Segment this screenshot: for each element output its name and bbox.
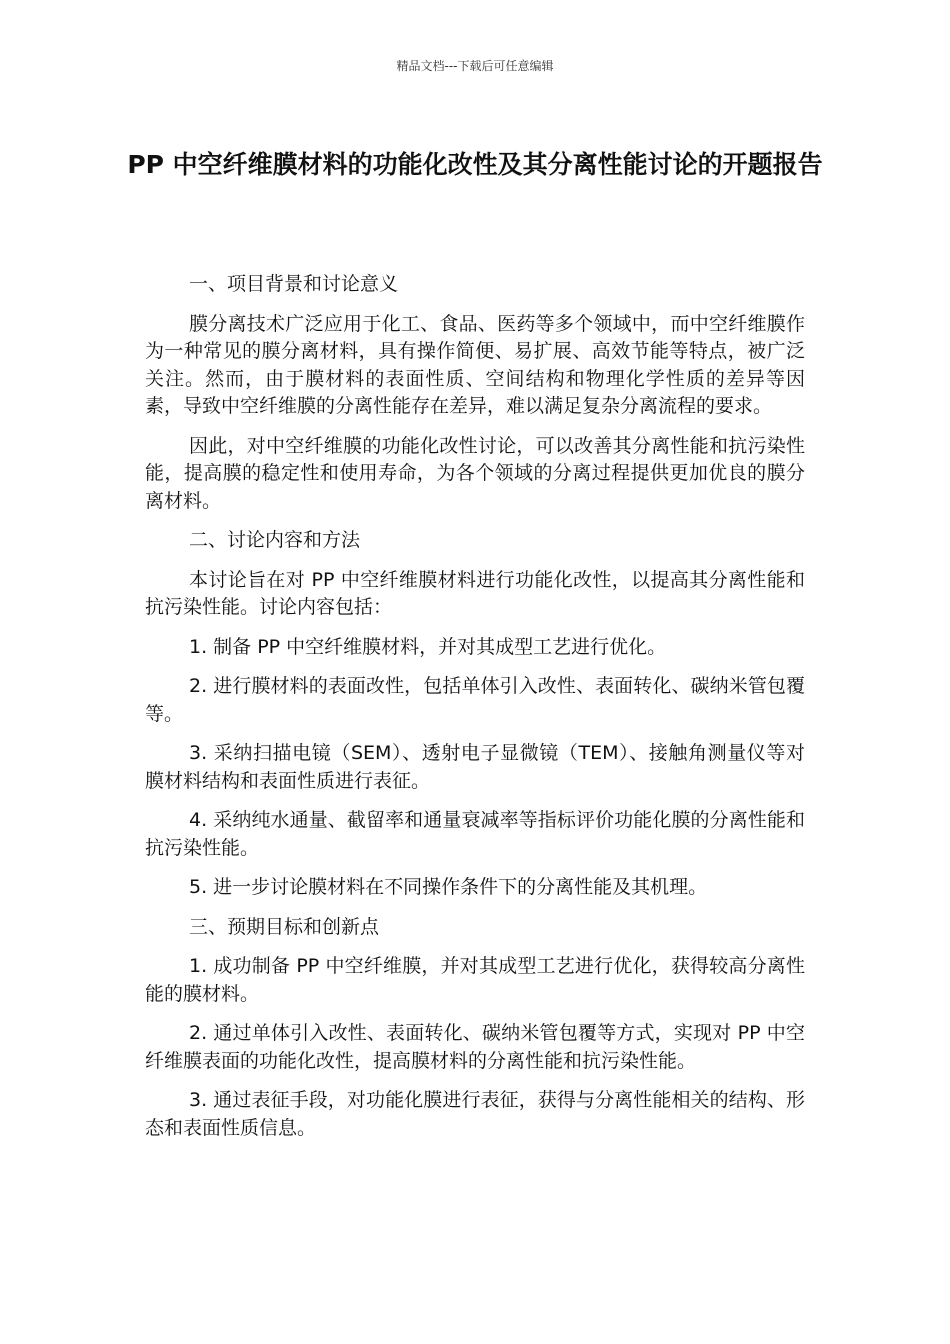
paragraph-methods-intro: 本讨论旨在对 PP 中空纤维膜材料进行功能化改性，以提高其分离性能和抗污染性能。讨论内容包括：	[145, 568, 805, 618]
list-item-method-3: 3. 采纳扫描电镜（SEM）、透射电子显微镜（TEM）、接触角测量仪等对膜材料结构和表面性质进行表征。	[145, 742, 805, 792]
list-item-goal-3: 3. 通过表征手段，对功能化膜进行表征，获得与分离性能相关的结构、形态和表面性质信息。	[145, 1089, 805, 1139]
document-title: PP 中空纤维膜材料的功能化改性及其分离性能讨论的开题报告	[127, 150, 823, 179]
page-header-note: 精品文档---下载后可任意编辑	[396, 59, 554, 73]
list-item-method-2: 2. 进行膜材料的表面改性，包括单体引入改性、表面转化、碳纳米管包覆等。	[145, 675, 805, 725]
paragraph-background: 膜分离技术广泛应用于化工、食品、医药等多个领域中，而中空纤维膜作为一种常见的膜分离材料，具有操作简便、易扩展、高效节能等特点，被广泛关注。然而，由于膜材料的表面性质、空间结构和物理化学性质的差异等因素，导致中空纤维膜的分离性能存在差异，难以满足复杂分离流程的要求。	[145, 312, 805, 417]
list-item-method-1: 1. 制备 PP 中空纤维膜材料，并对其成型工艺进行优化。	[189, 635, 667, 658]
list-item-goal-1: 1. 成功制备 PP 中空纤维膜，并对其成型工艺进行优化，获得较高分离性能的膜材料。	[145, 955, 805, 1005]
list-item-goal-2: 2. 通过单体引入改性、表面转化、碳纳米管包覆等方式，实现对 PP 中空纤维膜表面的功能化改性，提高膜材料的分离性能和抗污染性能。	[145, 1022, 805, 1072]
section-heading-methods: 二、讨论内容和方法	[189, 529, 361, 551]
document-body	[145, 271, 805, 1154]
section-heading-goals: 三、预期目标和创新点	[189, 915, 380, 938]
paragraph-significance: 因此，对中空纤维膜的功能化改性讨论，可以改善其分离性能和抗污染性能，提高膜的稳定性和使用寿命，为各个领域的分离过程提供更加优良的膜分离材料。	[145, 434, 805, 512]
section-heading-background: 一、项目背景和讨论意义	[189, 273, 399, 295]
list-item-method-5: 5. 进一步讨论膜材料在不同操作条件下的分离性能及其机理。	[189, 876, 708, 898]
list-item-method-4: 4. 采纳纯水通量、截留率和通量衰减率等指标评价功能化膜的分离性能和抗污染性能。	[145, 809, 805, 859]
